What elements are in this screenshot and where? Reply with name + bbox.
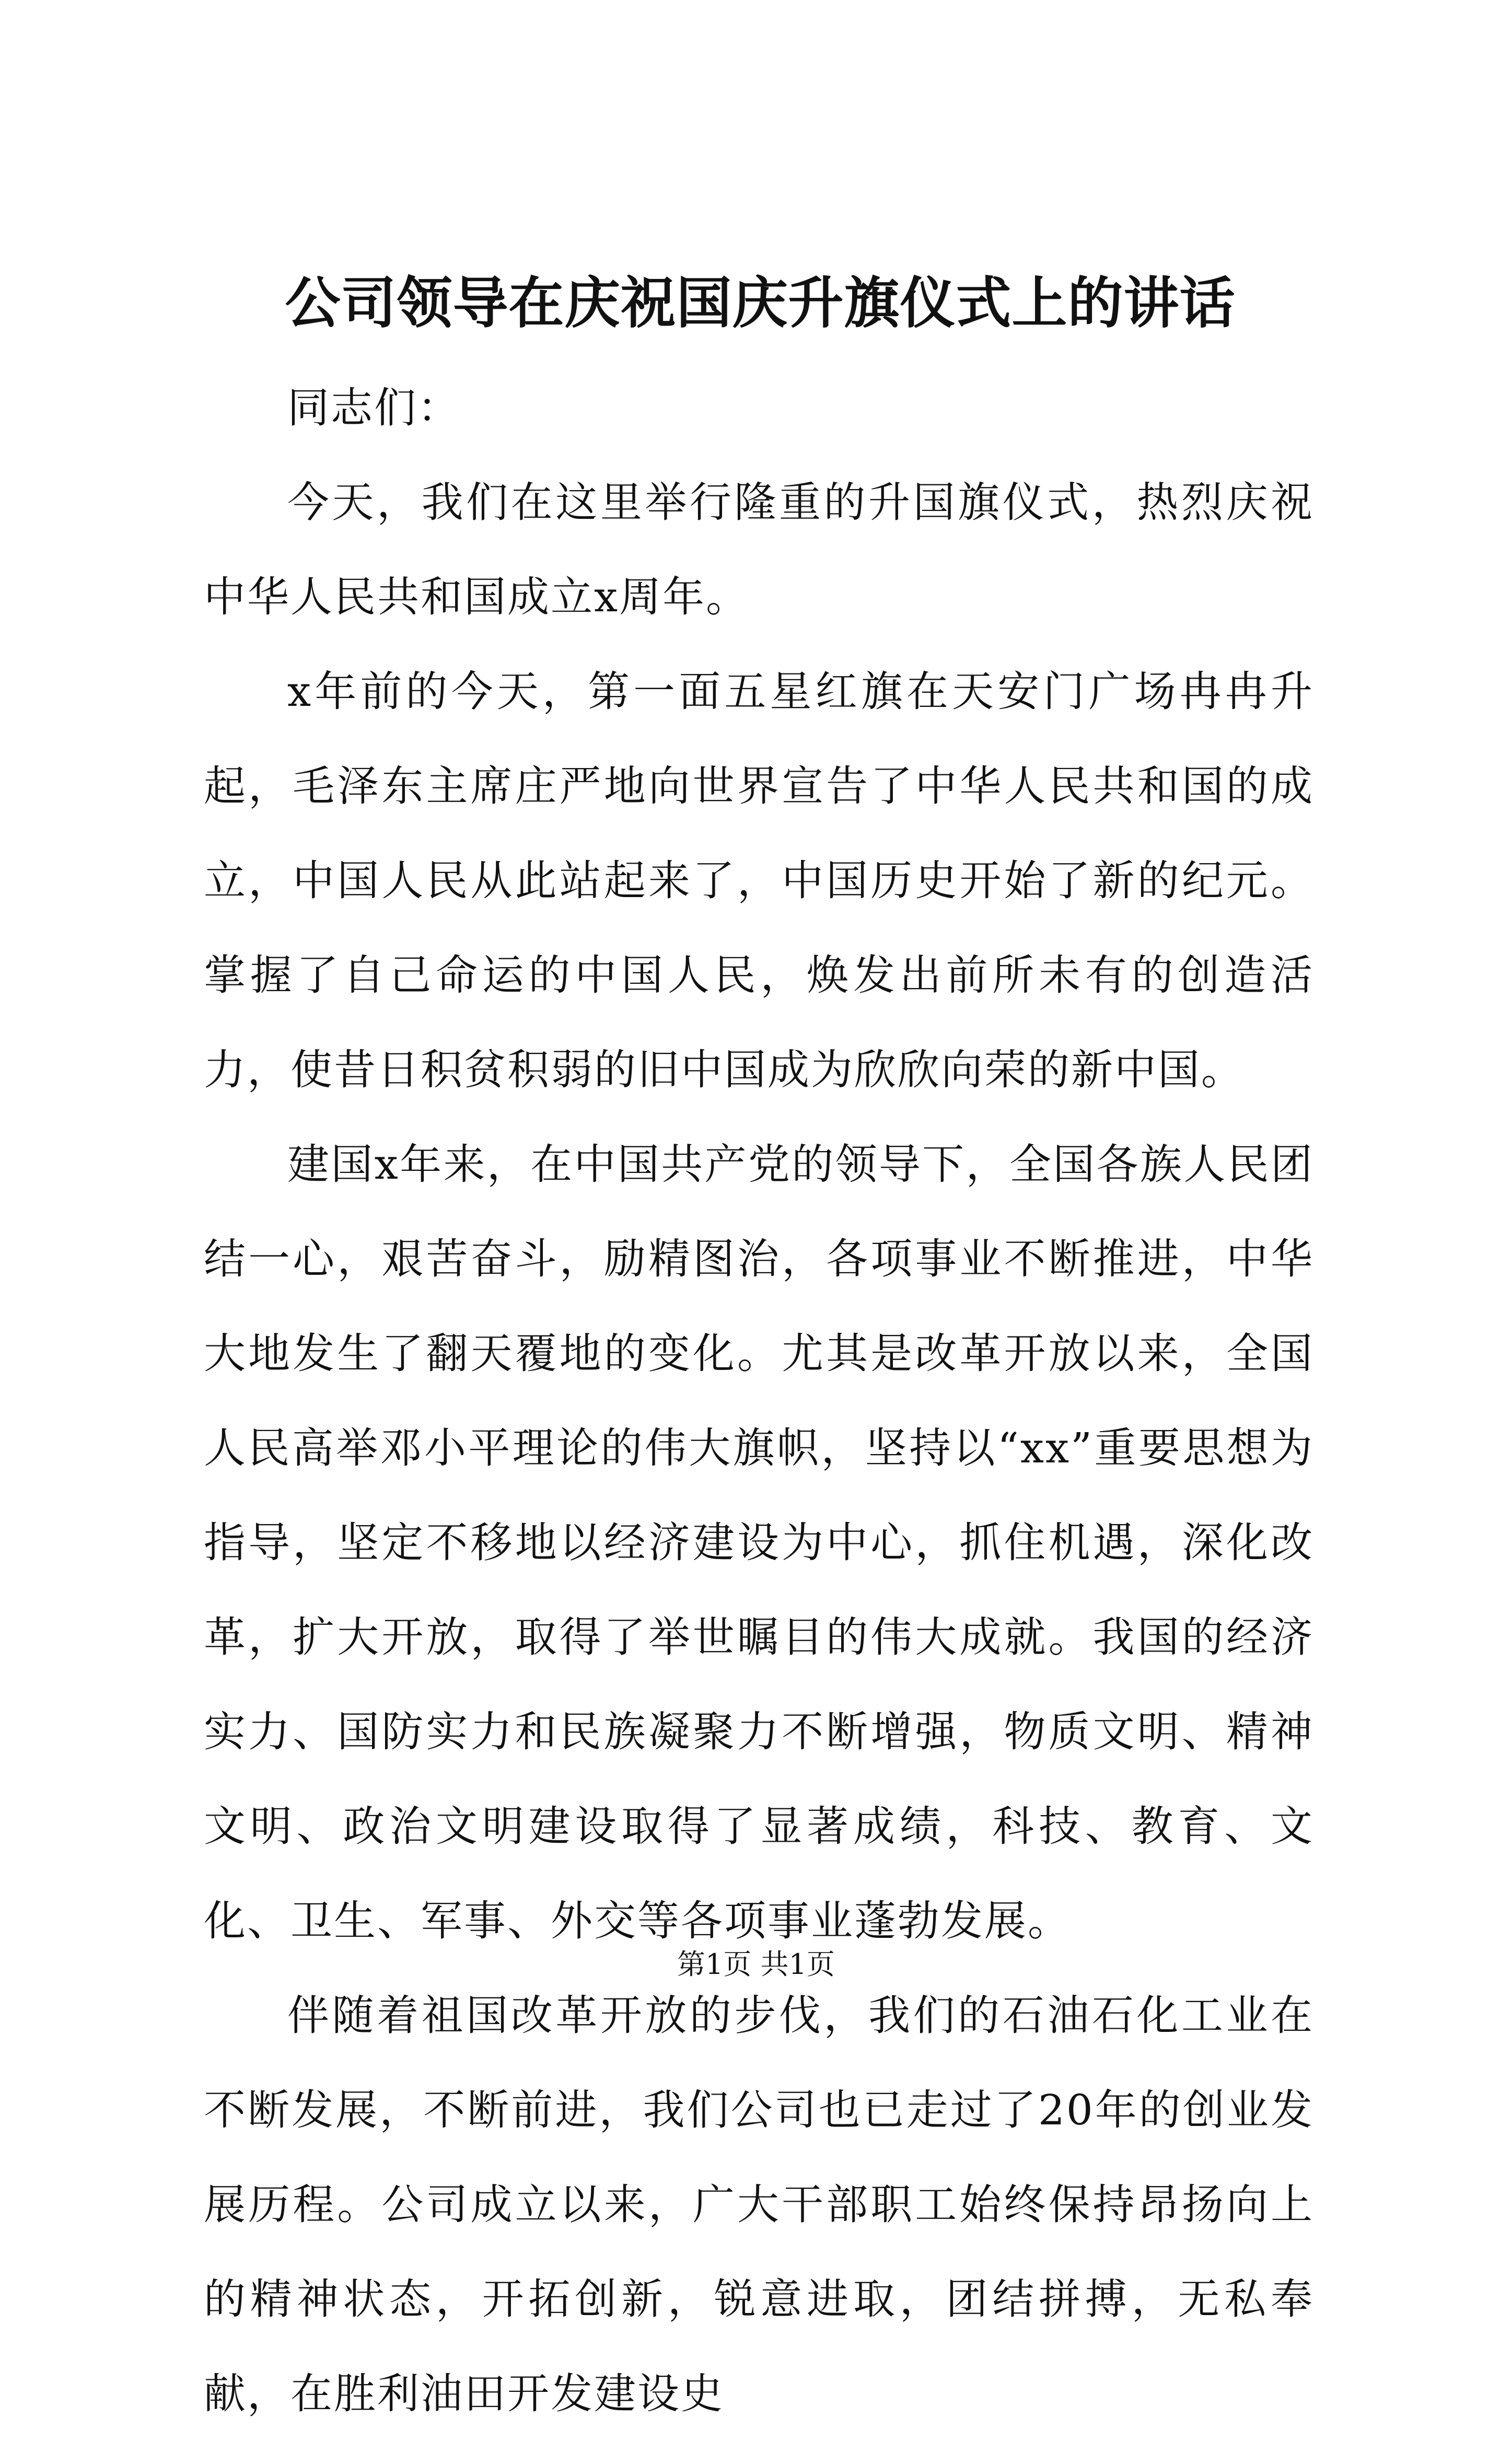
body-paragraph: 伴随着祖国改革开放的步伐，我们的石油石化工业在不断发展，不断前进，我们公司也已走过了20年的创业发展历程。公司成立以来，广大干部职工始终保持昂扬向上的精神状态，开拓创新，锐意进取，团结拼搏，无私奉献，在胜利油田开发建设史 [204,1991,1314,2418]
body-paragraph: x年前的今天，第一面五星红旗在天安门广场冉冉升起，毛泽东主席庄严地向世界宣告了中华人民共和国的成立，中国人民从此站起来了，中国历史开始了新的纪元。掌握了自己命运的中国人民，焕发出前所未有的创造活力，使昔日积贫积弱的旧中国成为欣欣向荣的新中国。 [204,667,1314,1094]
page-title: 公司领导在庆祝国庆升旗仪式上的讲话 [285,270,1236,335]
salutation-paragraph: 同志们： [287,383,461,432]
body-paragraph: 建国x年来，在中国共产党的领导下，全国各族人民团结一心，艰苦奋斗，励精图治，各项事业不断推进，中华大地发生了翻天覆地的变化。尤其是改革开放以来，全国人民高举邓小平理论的伟大旗帜，坚持以“xx”重要思想为指导，坚定不移地以经济建设为中心，抓住机遇，深化改革，扩大开放，取得了举世瞩目的伟大成就。我国的经济实力、国防实力和民族凝聚力不断增强，物质文明、精神文明、政治文明建设取得了显著成绩，科技、教育、文化、卫生、军事、外交等各项事业蓬勃发展。 [204,1140,1314,1945]
body-paragraph: 今天，我们在这里举行隆重的升国旗仪式，热烈庆祝中华人民共和国成立x周年。 [204,478,1314,621]
page-footer: 第1页 共1页 [677,1948,835,1981]
document-body [204,361,1314,2441]
